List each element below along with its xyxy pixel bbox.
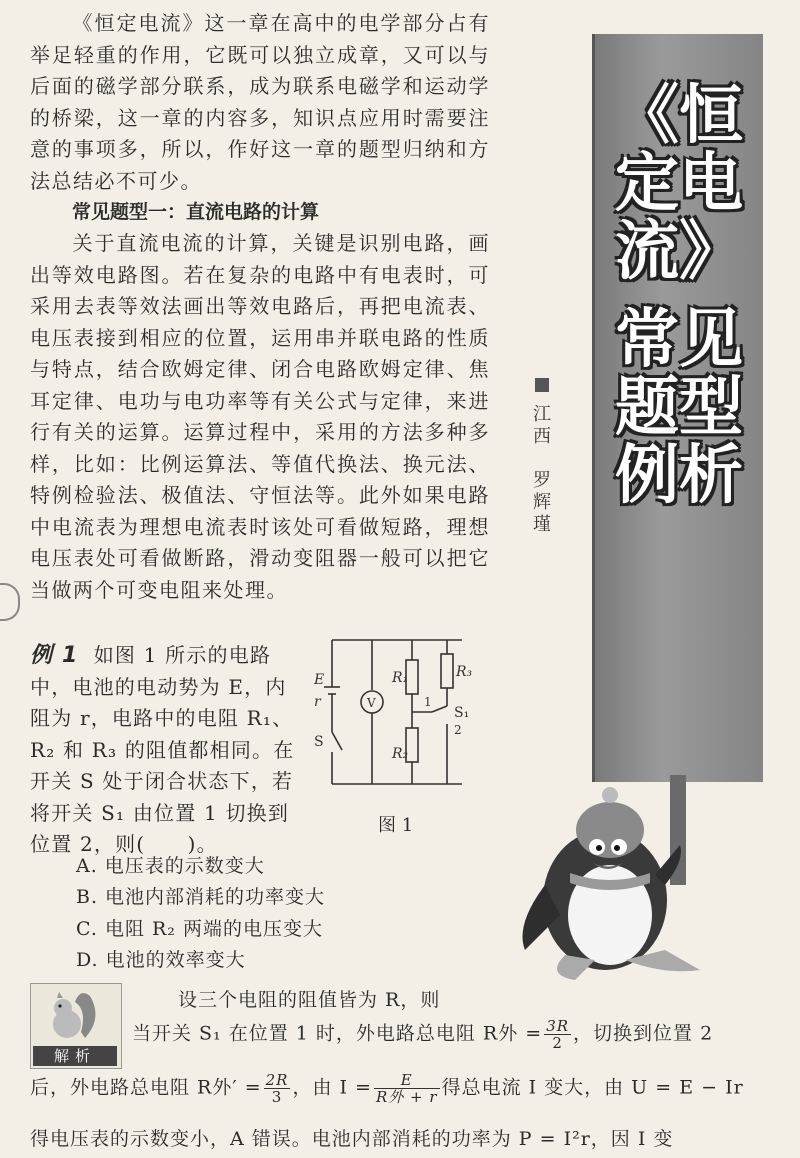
- analysis-line-1: 设三个电阻的阻值皆为 R，则: [178, 989, 441, 1011]
- square-bullet-icon: [535, 378, 549, 392]
- analysis-label: 解析: [33, 1046, 117, 1066]
- label-pos2: 2: [454, 723, 462, 737]
- circuit-diagram: [312, 632, 482, 792]
- option-c: C. 电阻 R₂ 两端的电压变大: [76, 917, 323, 940]
- author-byline: 江 西 罗 辉 瑾: [530, 378, 554, 536]
- analysis-line-4: 得电压表的示数变小，A 错误。电池内部消耗的功率为 P = I²r，因 I 变: [30, 1128, 674, 1150]
- squirrel-icon: [45, 988, 105, 1044]
- title-banner: [592, 34, 763, 782]
- label-S1: S₁: [454, 705, 470, 721]
- label-E: E: [314, 672, 325, 688]
- label-V: V: [367, 696, 376, 710]
- label-r: r: [314, 694, 321, 710]
- label-pos1: 1: [424, 695, 432, 709]
- page-edge-mark: [0, 583, 20, 621]
- label-R1: R₁: [392, 670, 409, 686]
- example-label: 例 1: [30, 643, 79, 668]
- article-title: 《恒 定电 流》 常见 题型 例析: [615, 79, 743, 513]
- figure-caption: 图 1: [378, 815, 414, 836]
- example-text: 例 1 如图 1 所示的电路中，电池的电动势为 E，内阻为 r，电路中的电阻 R₁、R₂ 和 R₃ 的阻值都相同。在开关 S 处于闭合状态下，若将开关 S₁ 由位置 1 切换到位置 2，则( )。: [30, 643, 295, 856]
- option-d: D. 电池的效率变大: [76, 948, 246, 971]
- analysis-line-2: 当开关 S₁ 在位置 1 时，外电路总电阻 R外 = $\frac{3R}{2}$ ，切换到位置 2: [132, 1017, 714, 1052]
- penguin-mascot-icon: [515, 775, 715, 985]
- label-R3: R₃: [456, 664, 473, 680]
- section-body: 关于直流电流的计算，关键是识别电路，画出等效电路图。若在复杂的电路中有电表时，可采用去表等效法画出等效电路后，再把电流表、电压表接到相应的位置，运用串并联电路的性质与特点，结合欧姆定律、闭合电路欧姆定律、焦耳定律、电功与电功率等有关公式与定律，来进行有关的运算。运算过程中，采用的方法多种多样，比如：比例运算法、等值代换法、换元法、特例检验法、极值法、守恒法等。此外如果电路中电流表为理想电流表时该处可看做短路，理想电压表处可看做断路，滑动变阻器一般可以把它当做两个可变电阻来处理。: [30, 231, 490, 602]
- label-S: S: [314, 734, 324, 750]
- section-heading: 常见题型一：直流电路的计算: [72, 201, 320, 223]
- intro-paragraph: 《恒定电流》这一章在高中的电学部分占有举足轻重的作用，它既可以独立成章，又可以与后面的磁学部分联系，成为联系电磁学和运动学的桥梁，这一章的内容多，知识点应用时需要注意的事项多，所以，作好这一章的题型归纳和方法总结必不可少。: [30, 11, 490, 193]
- option-a: A. 电压表的示数变大: [76, 855, 265, 877]
- analysis-line-3: 后，外电路总电阻 R外′ = $\frac{2R}{3}$ ，由 I = $\frac{E}{\text{R外 + r}}$ 得总电流 I 变大，由 U = E − Ir: [30, 1071, 744, 1106]
- option-b: B. 电池内部消耗的功率变大: [76, 886, 326, 909]
- analysis-badge: [30, 983, 122, 1069]
- answer-options: [76, 851, 325, 976]
- label-R2: R₂: [392, 746, 409, 762]
